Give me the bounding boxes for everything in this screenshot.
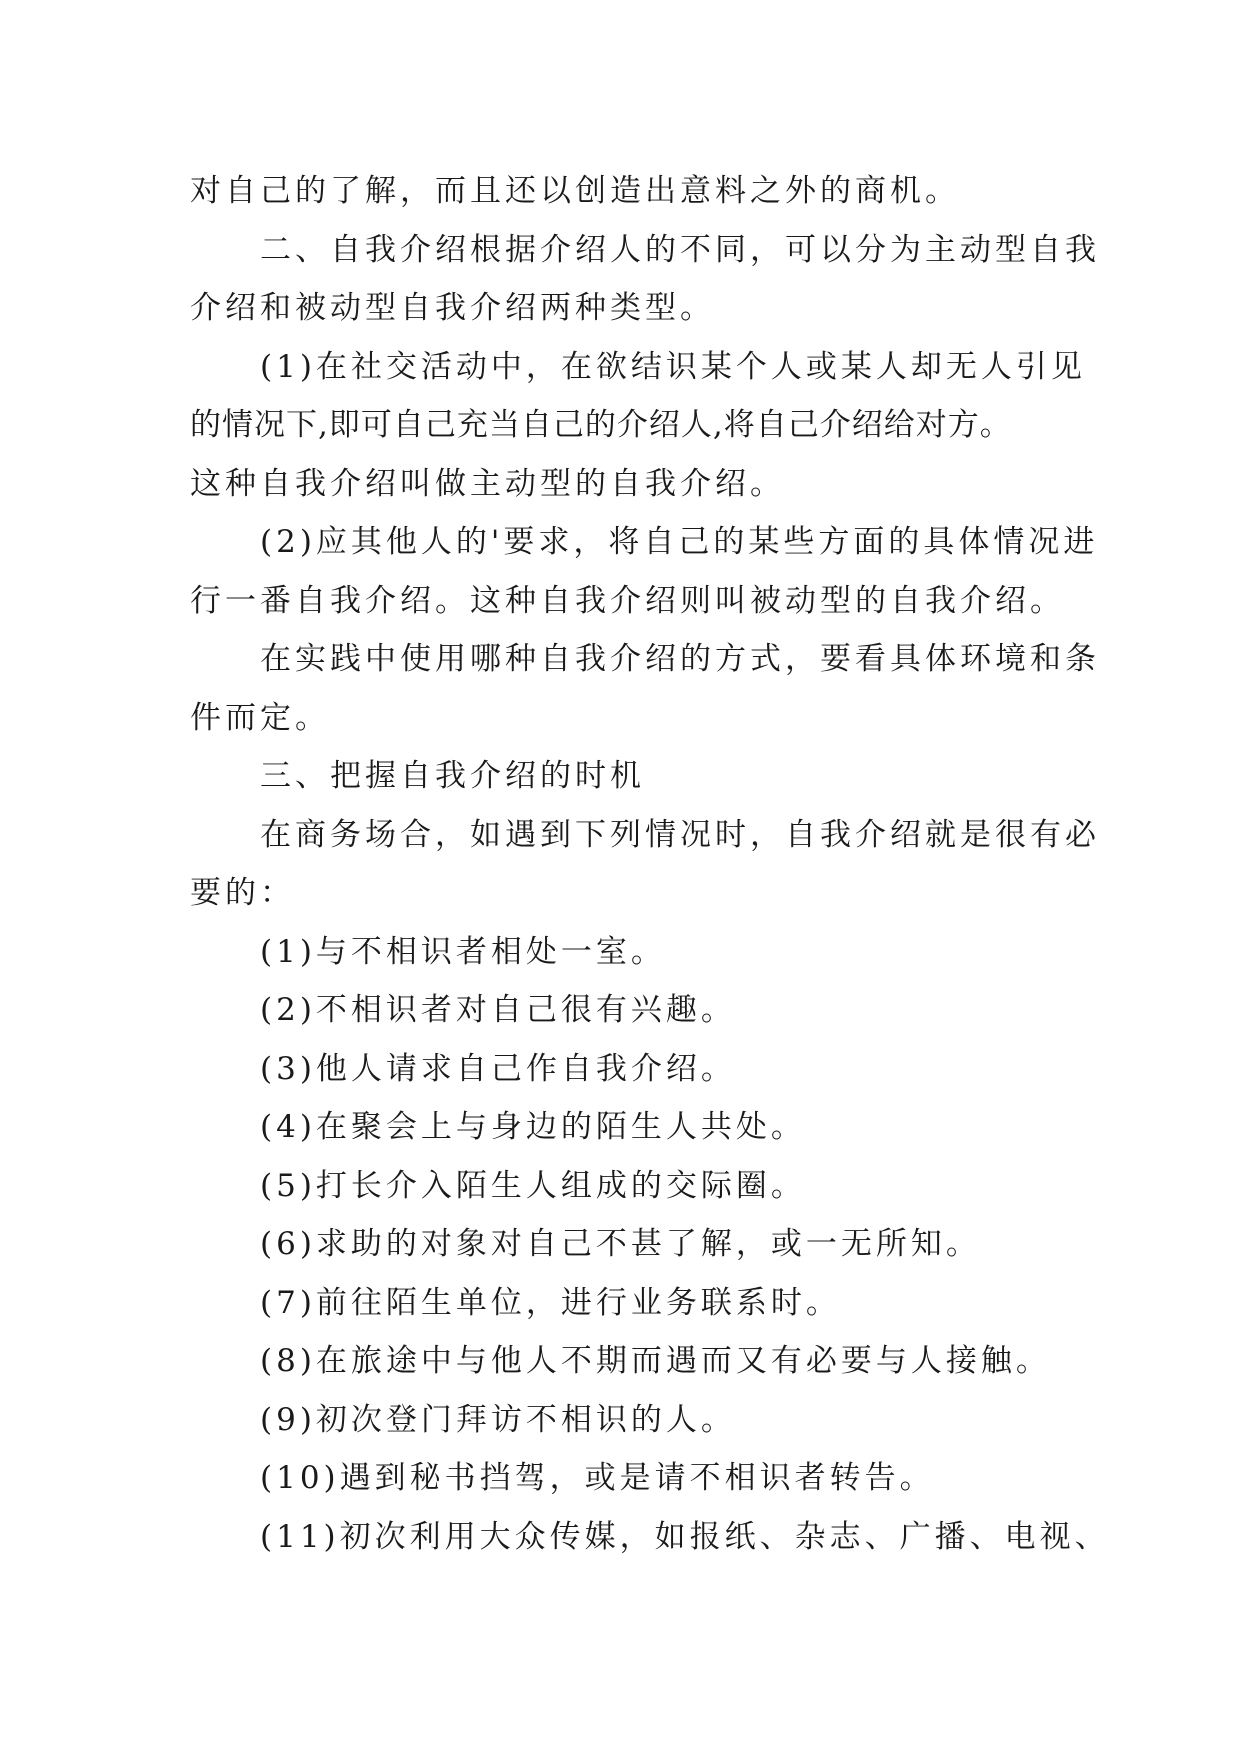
- text-line: 二、自我介绍根据介绍人的不同，可以分为主动型自我: [260, 231, 1100, 268]
- text-line: 这种自我介绍叫做主动型的自我介绍。: [190, 465, 785, 502]
- list-item: (4)在聚会上与身边的陌生人共处。: [260, 1109, 806, 1145]
- list-item: (8)在旅途中与他人不期而遇而又有必要与人接触。: [260, 1343, 1051, 1379]
- list-item: (2)不相识者对自己很有兴趣。: [260, 992, 736, 1028]
- list-item: (11)初次利用大众传媒，如报纸、杂志、广播、电视、: [260, 1518, 1110, 1555]
- list-item: (9)初次登门拜访不相识的人。: [260, 1401, 736, 1438]
- text-line: 对自己的了解，而且还以创造出意料之外的商机。: [190, 173, 960, 209]
- text-line: 要的：: [190, 875, 295, 911]
- document-body: [190, 162, 1110, 1566]
- text-line: 在商务场合，如遇到下列情况时，自我介绍就是很有必: [260, 816, 1100, 853]
- text-line: 件而定。: [190, 699, 330, 736]
- text-line: 介绍和被动型自我介绍两种类型。: [190, 290, 715, 326]
- section-heading: 三、把握自我介绍的时机: [260, 758, 645, 794]
- list-item: (1)与不相识者相处一室。: [260, 933, 666, 970]
- list-item: (6)求助的对象对自己不甚了解，或一无所知。: [260, 1226, 981, 1262]
- list-item: (5)打长介入陌生人组成的交际圈。: [260, 1167, 806, 1204]
- list-item: (3)他人请求自己作自我介绍。: [260, 1050, 736, 1087]
- text-line: 在实践中使用哪种自我介绍的方式，要看具体环境和条: [260, 641, 1100, 677]
- text-line: (1)在社交活动中，在欲结识某个人或某人却无人引见: [260, 348, 1086, 385]
- list-item: (7)前往陌生单位，进行业务联系时。: [260, 1284, 841, 1321]
- text-line: (2)应其他人的'要求，将自己的某些方面的具体情况进: [260, 524, 1099, 560]
- list-item: (10)遇到秘书挡驾，或是请不相识者转告。: [260, 1460, 935, 1496]
- text-line: 行一番自我介绍。这种自我介绍则叫被动型的自我介绍。: [190, 582, 1065, 619]
- text-line: 的情况下,即可自己充当自己的介绍人,将自己介绍给对方。: [190, 407, 1012, 443]
